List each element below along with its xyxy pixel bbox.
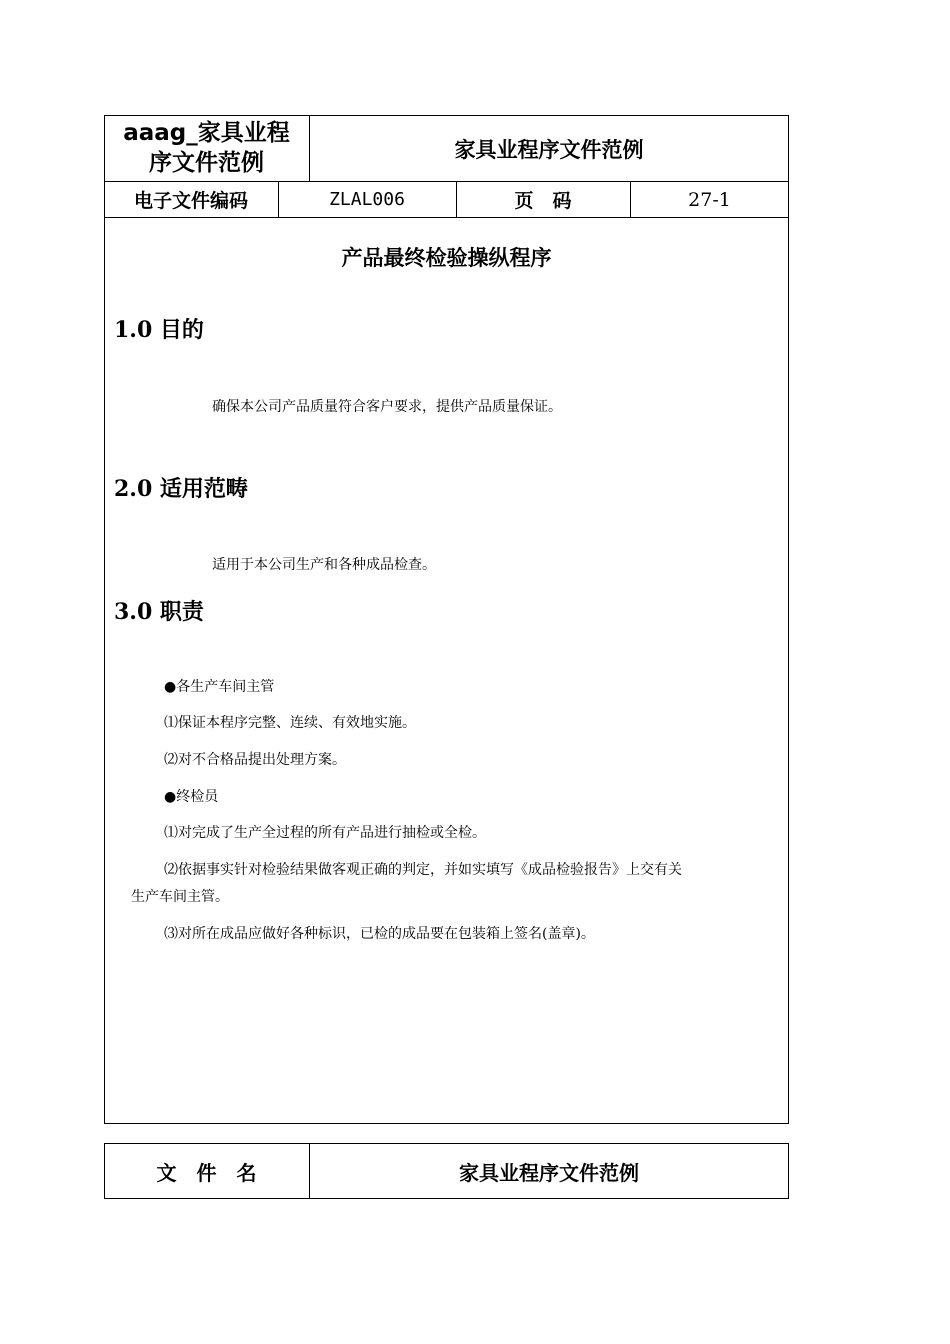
- section-3-line: ⑵对不合格品提出处理方案。: [164, 752, 346, 768]
- section-3-line: ⑶对所在成品应做好各种标识，已检的成品要在包装箱上签名(盖章)。: [164, 926, 595, 942]
- code-value: ZLAL006: [329, 189, 405, 210]
- footer-name-label: 文 件 名: [156, 1160, 257, 1185]
- section-3-line: ⑵依据事实针对检验结果做客观正确的判定，并如实填写《成品检验报告》上交有关: [164, 862, 682, 878]
- section-3-line: ⑴保证本程序完整、连续、有效地实施。: [164, 715, 416, 731]
- section-3-line: ⑴对完成了生产全过程的所有产品进行抽检或全检。: [164, 825, 486, 841]
- section-3-line: ●各生产车间主管: [164, 679, 275, 695]
- section-2-text: 适用于本公司生产和各种成品检查。: [212, 557, 436, 573]
- procedure-title: 产品最终检验操纵程序: [341, 246, 552, 270]
- company-name: [104, 118, 309, 178]
- section-2-heading: 2.0 适用范畴: [114, 476, 248, 502]
- section-3-heading: 3.0 职责: [114, 599, 204, 625]
- page-value: 27-1: [688, 188, 731, 211]
- page-label: 页 码: [514, 190, 572, 212]
- company-name-line2: 序文件范例: [149, 150, 264, 176]
- company-name-line1: aaag_家具业程: [123, 120, 290, 146]
- section-3-line: 生产车间主管。: [131, 889, 229, 905]
- code-rule: [104, 217, 789, 218]
- section-1-text: 确保本公司产品质量符合客户要求，提供产品质量保证。: [212, 399, 562, 415]
- section-1-heading: 1.0 目的: [114, 317, 204, 343]
- footer-name-value: 家具业程序文件范例: [459, 1160, 639, 1185]
- doc-title: 家具业程序文件范例: [454, 137, 644, 162]
- code-label: 电子文件编码: [133, 190, 248, 212]
- section-3-line: ●终检员: [164, 789, 219, 805]
